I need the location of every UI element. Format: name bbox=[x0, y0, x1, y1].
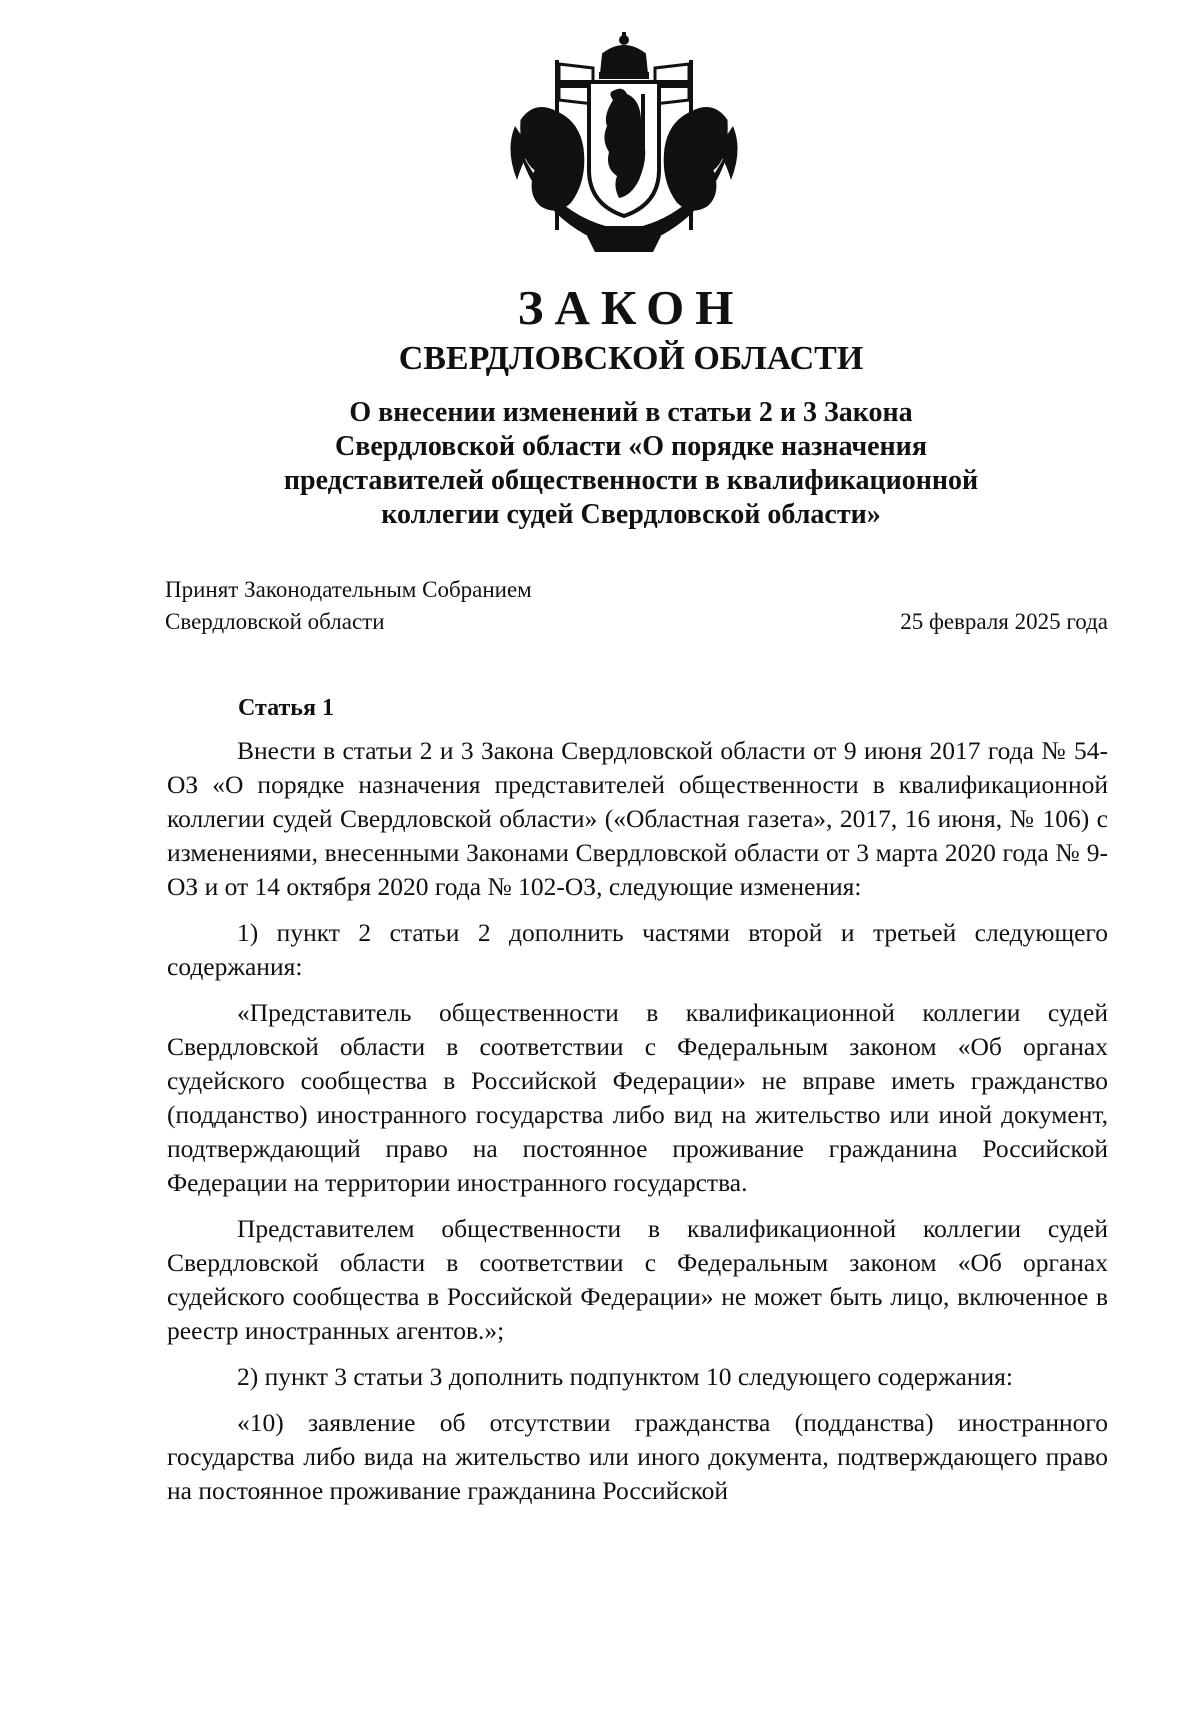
law-title-line: представителей общественности в квалификационной bbox=[283, 465, 979, 496]
article-body bbox=[167, 734, 1108, 1508]
law-title-line: Свердловской области «О порядке назначения bbox=[335, 431, 927, 462]
coat-of-arms-icon bbox=[501, 30, 747, 256]
law-title-line: коллегии судей Свердловской области» bbox=[381, 499, 881, 530]
adoption-line: Принят Законодательным Собранием bbox=[165, 577, 532, 602]
article-paragraph: 1) пункт 2 статьи 2 дополнить частями второй и третьей следующего содержания: bbox=[167, 918, 1108, 981]
article-paragraph: 2) пункт 3 статьи 3 дополнить подпунктом 10 следующего содержания: bbox=[237, 1362, 1013, 1391]
region-heading: СВЕРДЛОВСКОЙ ОБЛАСТИ bbox=[398, 340, 864, 377]
adoption-date: 25 февраля 2025 года bbox=[900, 609, 1108, 634]
article-heading: Статья 1 bbox=[238, 695, 334, 721]
law-title bbox=[0, 396, 1200, 532]
article-paragraph: «10) заявление об отсутствии гражданства (подданства) иностранного государства либо вида на жительство или иного документа, подтверждающего право на постоянное проживание гражданина Российской bbox=[167, 1408, 1108, 1505]
article-paragraph: Представителем общественности в квалификационной коллегии судей Свердловской области в соответствии с Федеральным законом «Об органах судейского сообщества в Российской Федерации» не может быть лицо, включенное в реестр иностранных агентов.»; bbox=[167, 1214, 1108, 1345]
article-paragraph: «Представитель общественности в квалификационной коллегии судей Свердловской области в соответствии с Федеральным законом «Об органах судейского сообщества в Российской Федерации» не вправе иметь гражданство (подданство) иностранного государства либо вид на жительство или иной документ, подтверждающий право на постоянное проживание гражданина Российской Федерации на территории иностранного государства. bbox=[167, 998, 1108, 1197]
adoption-line: Свердловской области bbox=[165, 609, 385, 634]
law-title-line: О внесении изменений в статьи 2 и 3 Закона bbox=[349, 397, 913, 428]
document-type-heading: ЗАКОН bbox=[517, 280, 745, 335]
article-paragraph: Внести в статьи 2 и 3 Закона Свердловской области от 9 июня 2017 года № 54-ОЗ «О порядке назначения представителей общественности в квалификационной коллегии судей Свердловской области» («Областная газета», 2017, 16 июня, № 106) с изменениями, внесенными Законами Свердловской области от 3 марта 2020 года № 9-ОЗ и от 14 октября 2020 года № 102-ОЗ, следующие изменения: bbox=[167, 736, 1108, 901]
adoption-statement bbox=[165, 574, 532, 638]
